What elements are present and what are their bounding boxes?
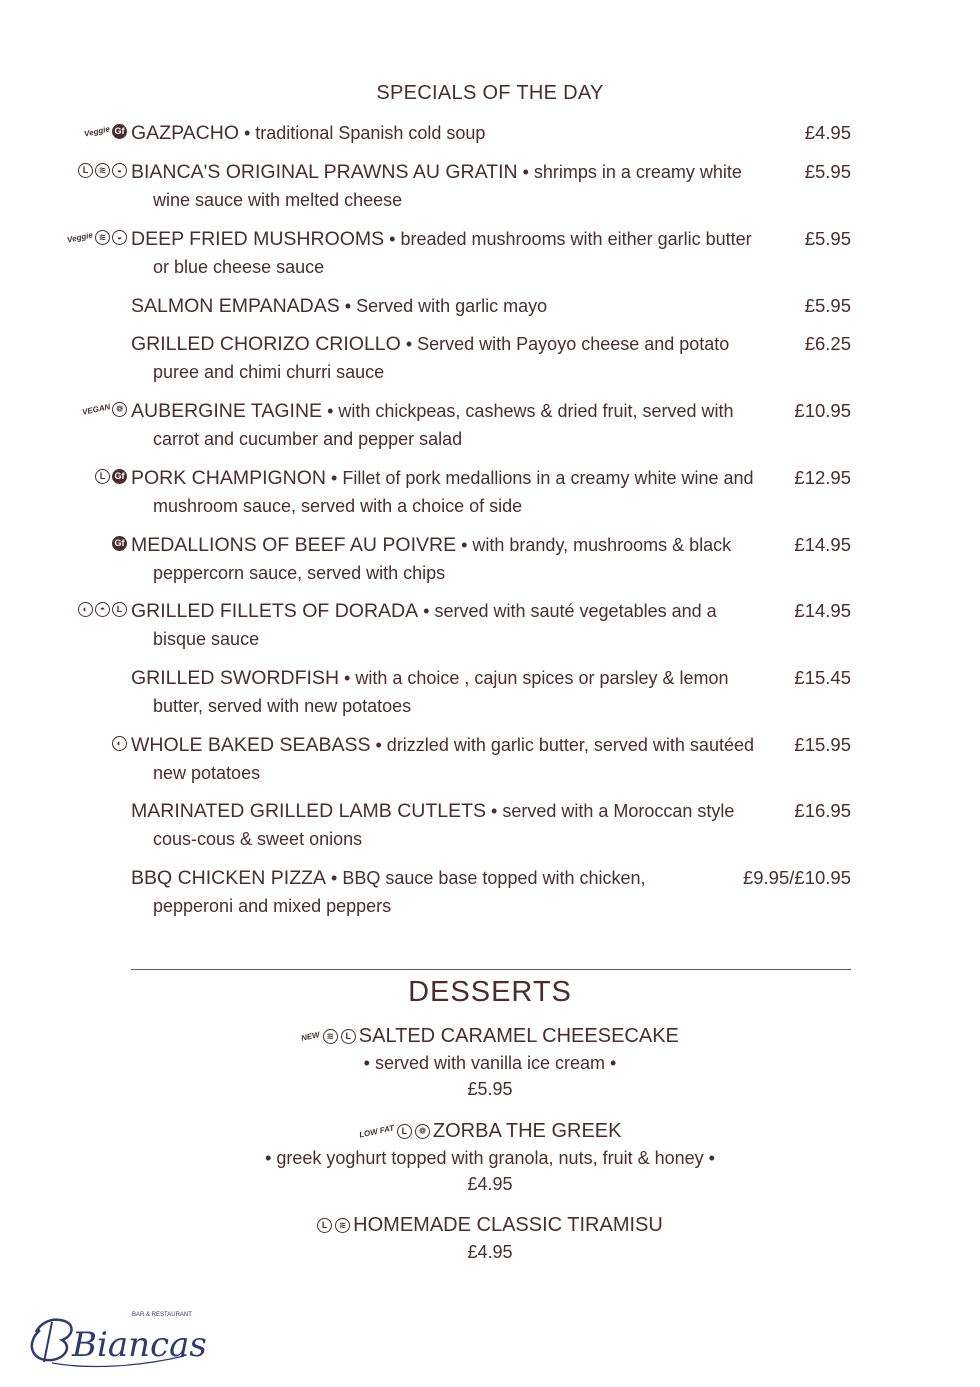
dietary-icons xyxy=(67,230,127,245)
lactose-icon: L xyxy=(95,469,110,484)
dietary-icons xyxy=(95,469,127,484)
gluten-free-icon: Gf xyxy=(112,469,127,484)
item-description: • Fillet of pork medallions in a creamy white wine and xyxy=(326,468,754,488)
item-description-cont: peppercorn sauce, served with chips xyxy=(153,563,446,583)
dessert-name: ZORBA THE GREEK xyxy=(432,1120,622,1142)
item-name: BBQ CHICKEN PIZZA xyxy=(131,867,327,889)
item-price: £15.45 xyxy=(794,667,851,688)
item-description-cont: cous-cous & sweet onions xyxy=(153,829,363,849)
item-description: • with a choice , cajun spices or parsley & lemon xyxy=(339,668,729,688)
gluten-icon: ≋ xyxy=(335,1218,350,1233)
biancas-logo xyxy=(22,1300,207,1372)
item-description: • Served with Payoyo cheese and potato xyxy=(400,334,730,354)
gluten-icon: ≋ xyxy=(95,230,110,245)
dessert-tag: NEW xyxy=(300,1030,321,1043)
item-description: • shrimps in a creamy white xyxy=(517,162,742,182)
dessert-price: £5.95 xyxy=(467,1079,513,1099)
egg-icon: ◒ xyxy=(112,230,127,245)
item-description-cont: puree and chimi churri sauce xyxy=(153,362,385,382)
item-name: BIANCA'S ORIGINAL PRAWNS AU GRATIN xyxy=(131,161,518,183)
item-description: • with brandy, mushrooms & black xyxy=(456,535,732,555)
dessert-description: • greek yoghurt topped with granola, nuts, fruit & honey • xyxy=(265,1148,715,1168)
dietary-icons xyxy=(112,536,127,551)
nuts-icon: ❁ xyxy=(415,1124,430,1139)
fish-icon: ◐ xyxy=(78,602,93,617)
dessert-item xyxy=(0,1120,980,1195)
lactose-icon: L xyxy=(78,163,93,178)
item-name: MARINATED GRILLED LAMB CUTLETS xyxy=(131,800,487,822)
dessert-price: £4.95 xyxy=(467,1242,513,1262)
item-description-cont: or blue cheese sauce xyxy=(153,257,325,277)
item-description: • served with a Moroccan style xyxy=(486,801,735,821)
veggie-tag: Veggie xyxy=(83,124,111,139)
item-price: £6.25 xyxy=(804,333,851,354)
item-description-cont: wine sauce with melted cheese xyxy=(153,190,403,210)
item-name: SALMON EMPANADAS xyxy=(131,295,340,317)
vegan-tag: VEGAN xyxy=(80,402,111,417)
dessert-tag: LOW FAT xyxy=(357,1123,395,1140)
item-description: • served with sauté vegetables and a xyxy=(418,601,717,621)
dessert-name: HOMEMADE CLASSIC TIRAMISU xyxy=(353,1214,663,1236)
item-price: £15.95 xyxy=(794,734,851,755)
item-price: £12.95 xyxy=(794,467,851,488)
dessert-price: £4.95 xyxy=(467,1174,513,1194)
logo-text: Biancas xyxy=(72,1325,207,1365)
lactose-icon: L xyxy=(317,1218,332,1233)
item-name: GRILLED SWORDFISH xyxy=(131,667,340,689)
item-description: • BBQ sauce base topped with chicken, xyxy=(326,868,646,888)
item-description-cont: pepperoni and mixed peppers xyxy=(153,896,392,916)
item-description-cont: butter, served with new potatoes xyxy=(153,696,412,716)
item-name: PORK CHAMPIGNON xyxy=(131,467,327,489)
item-price: £5.95 xyxy=(804,228,851,249)
item-description: • with chickpeas, cashews & dried fruit, served with xyxy=(322,401,734,421)
dessert-item xyxy=(0,1025,980,1100)
item-description-cont: bisque sauce xyxy=(153,629,260,649)
item-name: GAZPACHO xyxy=(131,122,239,144)
logo-subtext: BAR & RESTAURANT xyxy=(132,1312,192,1318)
item-price: £9.95/£10.95 xyxy=(742,867,851,888)
dietary-icons xyxy=(82,402,127,417)
veggie-tag: Veggie xyxy=(66,230,94,245)
item-name: GRILLED CHORIZO CRIOLLO xyxy=(131,333,401,355)
gluten-free-icon: Gf xyxy=(112,536,127,551)
gluten-icon: ≋ xyxy=(323,1029,338,1044)
gluten-icon: ≋ xyxy=(95,163,110,178)
gluten-free-icon: Gf xyxy=(112,124,127,139)
item-price: £5.95 xyxy=(804,161,851,182)
egg-icon: ◒ xyxy=(112,163,127,178)
dessert-description: • served with vanilla ice cream • xyxy=(363,1053,617,1073)
item-description-cont: mushroom sauce, served with a choice of side xyxy=(153,496,523,516)
item-description: • breaded mushrooms with either garlic butter xyxy=(384,229,752,249)
desserts-title: DESSERTS xyxy=(408,976,572,1008)
shellfish-icon: ◓ xyxy=(95,602,110,617)
nuts-icon: ❁ xyxy=(112,402,127,417)
item-price: £16.95 xyxy=(794,800,851,821)
dietary-icons xyxy=(78,602,127,617)
lactose-icon: L xyxy=(341,1029,356,1044)
item-name: GRILLED FILLETS OF DORADA xyxy=(131,600,419,622)
item-name: DEEP FRIED MUSHROOMS xyxy=(131,228,385,250)
item-price: £14.95 xyxy=(794,534,851,555)
item-description-cont: new potatoes xyxy=(153,763,261,783)
fish-icon: ◐ xyxy=(112,736,127,751)
section-divider xyxy=(131,969,851,970)
item-description-cont: carrot and cucumber and pepper salad xyxy=(153,429,463,449)
item-description: • drizzled with garlic butter, served with sautéed xyxy=(370,735,754,755)
dessert-item xyxy=(0,1214,980,1263)
lactose-icon: L xyxy=(112,602,127,617)
item-name: WHOLE BAKED SEABASS xyxy=(131,734,371,756)
specials-title: SPECIALS OF THE DAY xyxy=(376,82,604,104)
dietary-icons xyxy=(84,124,127,139)
item-name: AUBERGINE TAGINE xyxy=(131,400,323,422)
item-name: MEDALLIONS OF BEEF AU POIVRE xyxy=(131,534,457,556)
item-price: £5.95 xyxy=(804,295,851,316)
item-description: • traditional Spanish cold soup xyxy=(238,123,486,143)
dietary-icons xyxy=(78,163,127,178)
dietary-icons xyxy=(112,736,127,751)
item-price: £10.95 xyxy=(794,400,851,421)
item-price: £4.95 xyxy=(804,122,851,143)
item-description: • Served with garlic mayo xyxy=(339,296,548,316)
dessert-name: SALTED CARAMEL CHEESECAKE xyxy=(358,1025,679,1047)
item-price: £14.95 xyxy=(794,600,851,621)
lactose-icon: L xyxy=(397,1124,412,1139)
